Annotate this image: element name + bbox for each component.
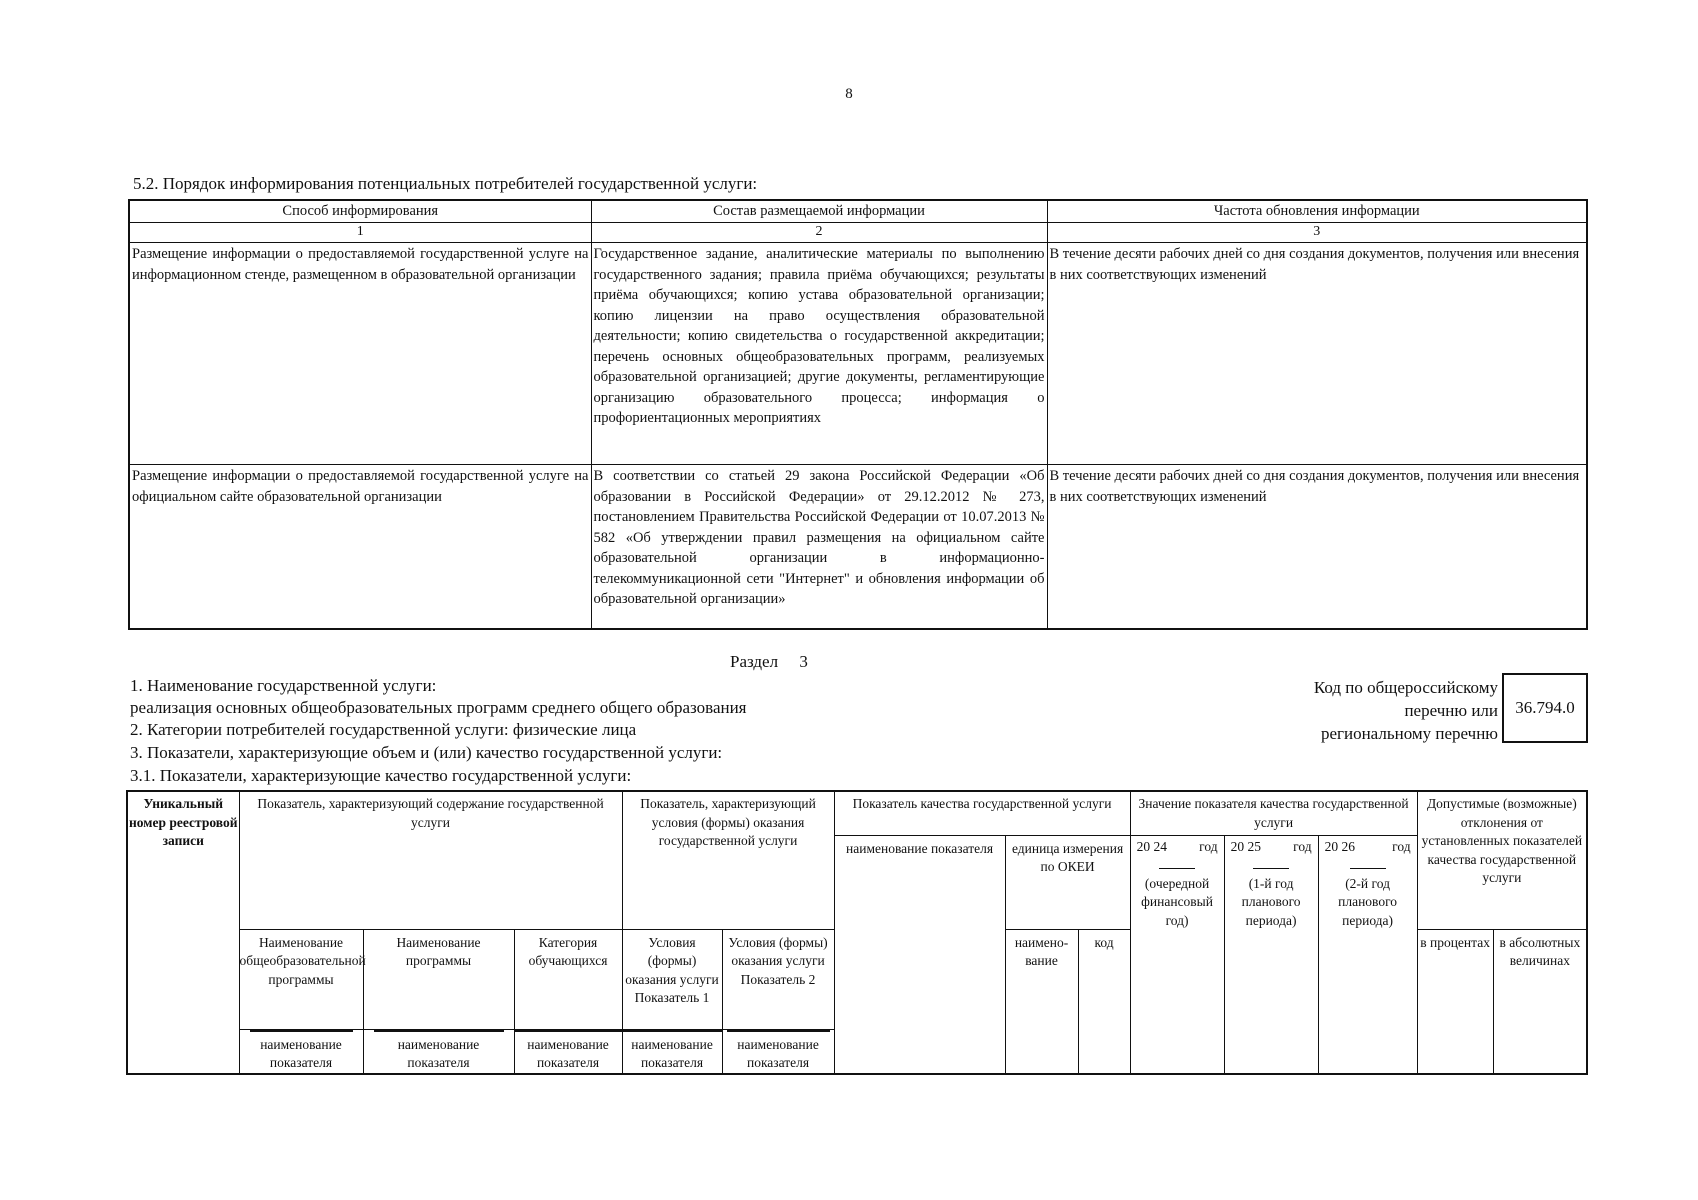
year-desc: (2-й год планового периода) xyxy=(1338,875,1398,928)
consumer-categories: 2. Категории потребителей государственной услуги: физические лица xyxy=(130,720,637,739)
column-header: Состав размещаемой информации xyxy=(591,200,1047,223)
year-value: 26 xyxy=(1341,838,1355,854)
column-header: Способ информирования xyxy=(129,200,591,223)
unit-name-header: наимено-вание xyxy=(1005,929,1078,1074)
year-word: год xyxy=(1199,838,1218,854)
sub-condition-2-header: Условия (формы) оказания услуги Показатель 2 xyxy=(722,929,834,1029)
indicator-name-label xyxy=(722,1029,834,1074)
table-row xyxy=(129,243,1587,465)
indicators-heading: 3. Показатели, характеризующие объем и (или) качество государственной услуги: xyxy=(130,743,723,762)
column-number: 3 xyxy=(1047,223,1587,243)
deviation-percent-header: в процентах xyxy=(1417,929,1493,1074)
quality-indicator-header: Показатель качества государственной услуги xyxy=(834,791,1130,835)
indicator-name-label xyxy=(363,1029,514,1074)
unit-okei-header: единица измерения по ОКЕИ xyxy=(1005,835,1130,929)
info-content: В соответствии со статьей 29 закона Российской Федерации «Об образовании в Российской Федерации» от 29.12.2012 № 273, постановлением Правительства Российской Федерации от 10.07.2013 № 582 «Об утверждении правил размещения на официальном сайте образовательной организации в информационно-телекоммуникационной сети "Интернет" и обновления информации об образовательной организации» xyxy=(591,465,1047,629)
indicator-name-label xyxy=(514,1029,622,1074)
indicator-name-label xyxy=(622,1029,722,1074)
table-row xyxy=(129,465,1587,629)
indicator-name-header: наименование показателя xyxy=(834,835,1005,1074)
column-number: 1 xyxy=(129,223,591,243)
year-prefix: 20 xyxy=(1136,838,1151,854)
sub-category-header: Категория обучающихся xyxy=(514,929,622,1029)
indicator-name-label xyxy=(239,1029,363,1074)
conditions-indicator-header: Показатель, характеризующий условия (формы) оказания государственной услуги xyxy=(622,791,834,929)
year-prefix: 20 xyxy=(1324,838,1339,854)
code-label-line: Код по общероссийскому xyxy=(1313,678,1498,697)
info-content: Государственное задание, аналитические материалы по выполнению государственного задания; правила приёма обучающихся; результаты приёма обучающихся; копию устава образовательной организации; копию лицензии на право осуществления образовательной деятельности; копию свидетельства о государственной аккредитации; перечень основных общеобразовательных программ, реализуемых образовательной организацией; другие документы, регламентирующие организацию образовательного процесса; информация о профориентационных мероприятиях xyxy=(591,243,1047,465)
year-desc: (очередной финансовый год) xyxy=(1141,875,1213,928)
info-method: Размещение информации о предоставляемой государственной услуге на информационном стенде, размещенном в образовательной организации xyxy=(129,243,591,465)
section-title xyxy=(730,652,808,672)
page-number: 8 xyxy=(845,86,853,102)
unique-record-number-header: Уникальный номер реестровой записи xyxy=(127,791,239,1074)
section-number: 3 xyxy=(799,652,808,671)
info-table-number-row xyxy=(129,223,1587,243)
registry-code-label xyxy=(1280,676,1498,745)
registry-code-box: 36.794.0 xyxy=(1502,673,1588,743)
indicator-name-text: наименование показателя xyxy=(515,1030,622,1073)
service-name-value: реализация основных общеобразовательных программ среднего общего образования xyxy=(130,698,747,717)
year-3-header xyxy=(1318,835,1417,1074)
info-table-header-row xyxy=(129,200,1587,223)
sub-program-name-header: Наименование программы xyxy=(363,929,514,1029)
value-indicator-header: Значение показателя качества государственной услуги xyxy=(1130,791,1417,835)
year-1-header xyxy=(1130,835,1224,1074)
quality-indicators-heading: 3.1. Показатели, характеризующие качество государственной услуги: xyxy=(130,766,632,785)
year-value: 24 xyxy=(1153,838,1167,854)
code-label-line: региональному перечню xyxy=(1320,724,1498,743)
column-header: Частота обновления информации xyxy=(1047,200,1587,223)
code-label-line: перечню или xyxy=(1404,701,1498,720)
column-number: 2 xyxy=(591,223,1047,243)
year-prefix: 20 xyxy=(1230,838,1245,854)
indicator-name-text: наименование показателя xyxy=(374,1030,504,1073)
deviation-absolute-header: в абсолютных величинах xyxy=(1493,929,1587,1074)
sub-condition-1-header: Условия (формы) оказания услуги Показатель 1 xyxy=(622,929,722,1029)
service-name-label: 1. Наименование государственной услуги: xyxy=(130,676,437,695)
indicator-name-text: наименование показателя xyxy=(250,1030,353,1073)
year-desc: (1-й год планового периода) xyxy=(1241,875,1301,928)
info-frequency: В течение десяти рабочих дней со дня создания документов, получения или внесения в них соответствующих изменений xyxy=(1047,465,1587,629)
info-frequency: В течение десяти рабочих дней со дня создания документов, получения или внесения в них соответствующих изменений xyxy=(1047,243,1587,465)
content-indicator-header: Показатель, характеризующий содержание государственной услуги xyxy=(239,791,622,929)
indicator-name-text: наименование показателя xyxy=(623,1030,722,1073)
info-table xyxy=(128,199,1588,630)
indicator-name-text: наименование показателя xyxy=(727,1030,830,1073)
deviation-header: Допустимые (возможные) отклонения от установленных показателей качества государственной услуги xyxy=(1417,791,1587,929)
year-word: год xyxy=(1293,838,1312,854)
year-value: 25 xyxy=(1247,838,1261,854)
year-word: год xyxy=(1392,838,1411,854)
info-method: Размещение информации о предоставляемой государственной услуге на официальном сайте образовательной организации xyxy=(129,465,591,629)
info-section-heading: 5.2. Порядок информирования потенциальных потребителей государственной услуги: xyxy=(133,174,758,193)
year-2-header xyxy=(1224,835,1318,1074)
unit-code-header: код xyxy=(1078,929,1130,1074)
sub-program-header: Наименование общеобразовательной программы xyxy=(239,929,363,1029)
quality-table xyxy=(126,790,1588,1075)
section-word: Раздел xyxy=(730,652,779,671)
